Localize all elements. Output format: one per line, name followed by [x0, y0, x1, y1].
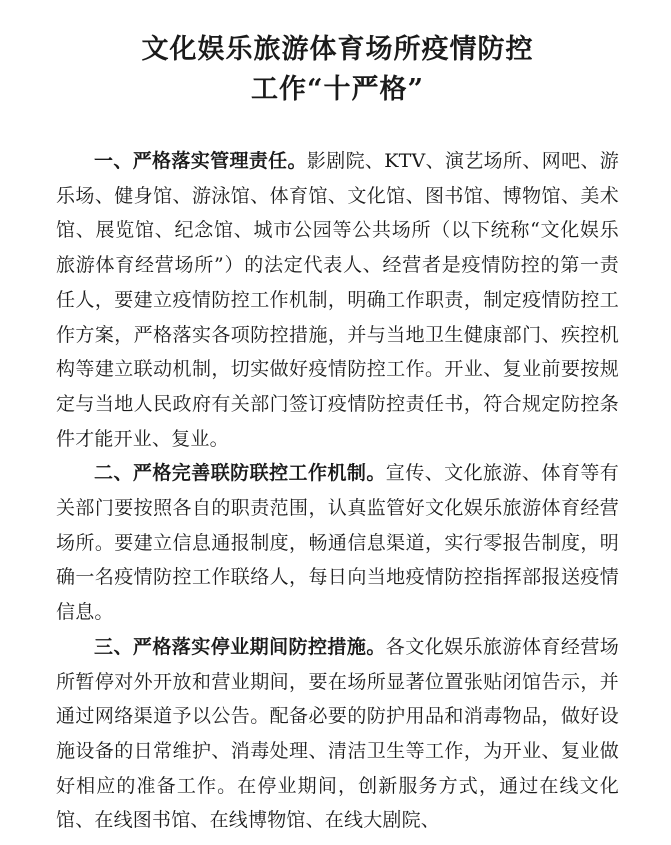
- title-line-1: 文化娱乐旅游体育场所疫情防控: [141, 34, 534, 65]
- paragraph-2: [56, 456, 619, 630]
- paragraph-1-heading: 一、严格落实管理责任。: [94, 150, 307, 172]
- document-title: [56, 30, 619, 110]
- paragraph-2-heading: 二、严格完善联防联控工作机制。: [94, 462, 386, 485]
- paragraph-3-text: 各文化娱乐旅游体育经营场所暂停对外开放和营业期间，要在场所显著位置张贴闭馆告示，并通过网络渠道予以公告。配备必要的防护用品和消毒物品，做好设施设备的日常维护、消毒处理、清洁卫生等工作，为开业、复业做好相应的准备工作。在停业期间，创新服务方式，通过在线文化馆、在线图书馆、在线博物馆、在线大剧院、: [56, 635, 619, 832]
- paragraph-3: [56, 630, 619, 838]
- paragraph-1-text: 影剧院、KTV、演艺场所、网吧、游乐场、健身馆、游泳馆、体育馆、文化馆、图书馆、博物馆、美术馆、展览馆、纪念馆、城市公园等公共场所（以下统称“文化娱乐旅游体育经营场所”）的法定代表人、经营者是疫情防控的第一责任人，要建立疫情防控工作机制，明确工作职责，制定疫情防控工作方案，严格落实各项防控措施，并与当地卫生健康部门、疾控机构等建立联动机制，切实做好疫情防控工作。开业、复业前要按规定与当地人民政府有关部门签订疫情防控责任书，符合规定防控条件才能开业、复业。: [56, 150, 619, 450]
- paragraph-2-text: 宣传、文化旅游、体育等有关部门要按照各自的职责范围，认真监管好文化娱乐旅游体育经营场所。要建立信息通报制度，畅通信息渠道，实行零报告制度，明确一名疫情防控工作联络人，每日向当地疫情防控指挥部报送疫情信息。: [56, 462, 619, 624]
- title-line-2: 工作“十严格”: [250, 74, 425, 105]
- paragraph-3-heading: 三、严格落实停业期间防控措施。: [94, 635, 386, 658]
- document-body: [56, 144, 619, 838]
- paragraph-1: [56, 144, 619, 456]
